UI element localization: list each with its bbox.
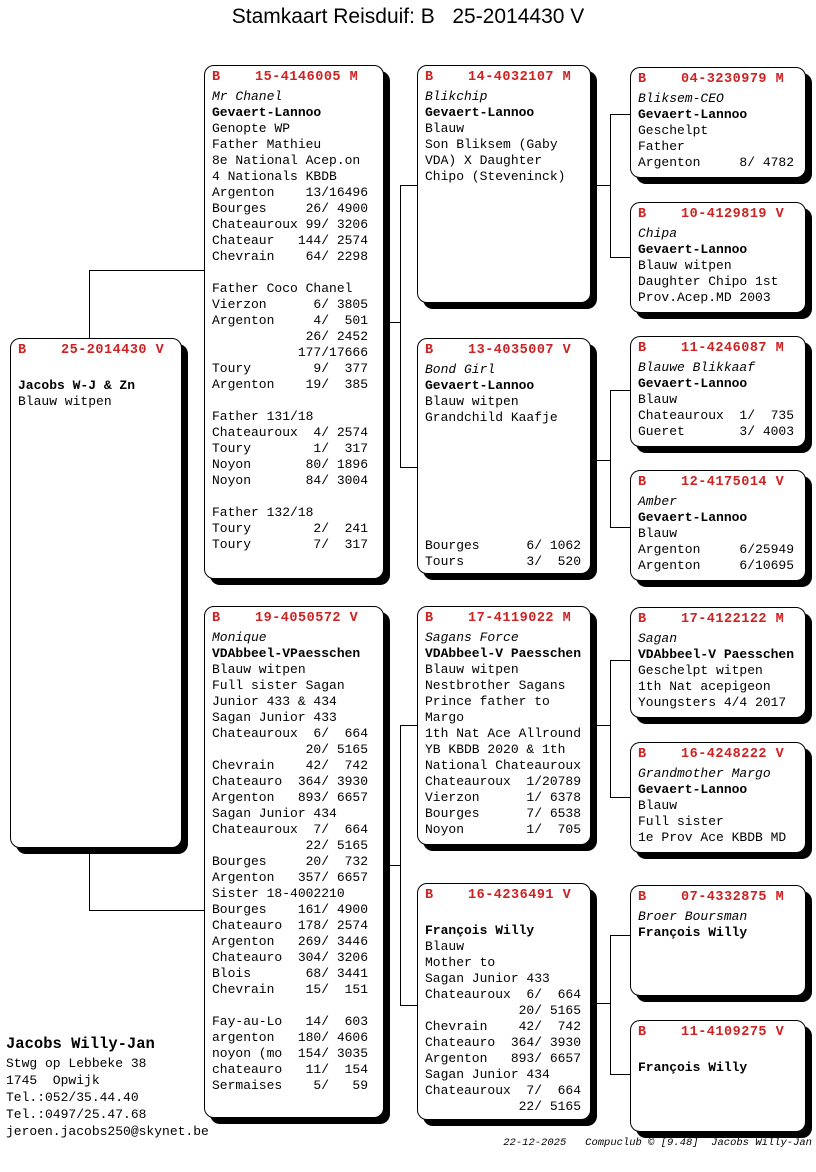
owner-address	[6, 1055, 209, 1140]
pedigree-box-mm	[417, 883, 591, 1120]
pedigree-text-line: Gueret 3/ 4003	[638, 424, 795, 439]
pedigree-text-line: Blauw	[425, 939, 465, 954]
pedigree-text-line: Bliksem-CEO	[638, 91, 724, 106]
connector-line	[400, 725, 417, 726]
pedigree-text-line: Blauw witpen	[212, 662, 306, 677]
pedigree-text-line: Grandmother Margo	[638, 766, 771, 781]
pedigree-text-line: Chevrain 15/ 151	[212, 982, 369, 997]
connector-line	[610, 390, 630, 391]
connector-line	[89, 270, 90, 339]
pedigree-text-line: Genopte WP	[212, 121, 291, 136]
pedigree-box-mf	[417, 606, 591, 845]
ring-number-header: B 15-4146005 M	[212, 70, 359, 85]
pedigree-text-line: Blauw witpen	[18, 394, 112, 409]
pedigree-text-line	[212, 489, 381, 505]
pedigree-text-line: Blikchip	[425, 89, 488, 104]
pedigree-text-line	[425, 506, 588, 522]
connector-line	[89, 270, 204, 271]
pedigree-text-line: Sermaises 5/ 59	[212, 1078, 369, 1093]
pedigree-text-line: Gevaert-Lannoo	[638, 782, 748, 797]
pedigree-text-line: Prince father to	[425, 694, 550, 709]
pedigree-text-line: Chateauroux 99/ 3206	[212, 217, 369, 232]
pedigree-text-line: Gevaert-Lannoo	[638, 376, 748, 391]
connector-line	[89, 910, 204, 911]
pedigree-text-line: Sagans Force	[425, 630, 519, 645]
owner-address-line: 1745 Opwijk	[6, 1073, 100, 1088]
pedigree-text-line: 22/ 5165	[212, 838, 369, 853]
pedigree-text-line: Blauwe Blikkaaf	[638, 360, 756, 375]
pedigree-text-line	[638, 1044, 803, 1060]
footer-print-info: 22-12-2025 Compuclub © [9.48] Jacobs Willy-Jan	[503, 1137, 812, 1149]
pedigree-text-line	[18, 362, 179, 378]
pedigree-text-line: Noyon 80/ 1896	[212, 457, 369, 472]
pedigree-text-line	[212, 393, 381, 409]
pedigree-text-line: 1th Nat acepigeon	[638, 679, 771, 694]
ring-number-header: B 07-4332875 M	[638, 890, 785, 905]
pedigree-text-line: Mr Chanel	[212, 89, 283, 104]
pedigree-text-line: Sagan Junior 434	[212, 806, 337, 821]
pedigree-text-line: Sister 18-4002210	[212, 886, 345, 901]
pedigree-text-line: Chateauroux 4/ 2574	[212, 425, 369, 440]
ring-number-header: B 12-4175014 V	[638, 475, 785, 490]
pedigree-text-line: Nestbrother Sagans	[425, 678, 566, 693]
connector-line	[384, 865, 400, 866]
connector-line	[384, 322, 400, 323]
ring-number-header: B 14-4032107 M	[425, 70, 572, 85]
pedigree-text-line: Bond Girl	[425, 362, 496, 377]
pedigree-box-ff	[417, 65, 591, 303]
pedigree-text-line: Argenton 4/ 501	[212, 313, 369, 328]
pedigree-text-line: 20/ 5165	[425, 1003, 582, 1018]
owner-address-line: Tel.:0497/25.47.68	[6, 1107, 147, 1122]
pedigree-text-line: Geschelpt	[638, 123, 709, 138]
connector-line	[610, 1074, 630, 1075]
connector-line	[610, 797, 630, 798]
pedigree-text-line: argenton 180/ 4606	[212, 1030, 369, 1045]
ring-number-header: B 04-3230979 M	[638, 72, 785, 87]
pedigree-text-line: Chevrain 64/ 2298	[212, 249, 369, 264]
pedigree-text-line: Blauw	[425, 121, 465, 136]
pedigree-box-fff	[630, 67, 806, 178]
pedigree-text-line: Mother to	[425, 955, 496, 970]
pedigree-text-line: Blauw	[638, 392, 678, 407]
pedigree-text-line: Bourges 161/ 4900	[212, 902, 369, 917]
pedigree-box-fm	[417, 338, 591, 574]
pedigree-text-line: noyon (mo 154/ 3035	[212, 1046, 369, 1061]
pedigree-text-line: Father 132/18	[212, 505, 314, 520]
pedigree-text-line: Father 131/18	[212, 409, 314, 424]
pedigree-text-line: Argenton 357/ 6657	[212, 870, 369, 885]
pedigree-text-line: Chateauro 364/ 3930	[212, 774, 369, 789]
owner-address-line: Stwg op Lebbeke 38	[6, 1056, 147, 1071]
connector-line	[610, 660, 611, 798]
pedigree-text-line: Bourges 7/ 6538	[425, 806, 582, 821]
pedigree-text-line: Chipa	[638, 226, 678, 241]
pedigree-text-line: 20/ 5165	[212, 742, 369, 757]
pedigree-box-mmm	[630, 1020, 806, 1132]
pedigree-text-line: YB KBDB 2020 & 1th	[425, 742, 566, 757]
pedigree-text-line: Gevaert-Lannoo	[425, 378, 535, 393]
pedigree-text-line: Bourges 26/ 4900	[212, 201, 369, 216]
pedigree-text-line: Blauw witpen	[638, 258, 732, 273]
pedigree-text-line: VDA) X Daughter	[425, 153, 543, 168]
pedigree-text-line: Chateauro 178/ 2574	[212, 918, 369, 933]
pedigree-text-line: Gevaert-Lannoo	[212, 105, 322, 120]
connector-line	[400, 185, 417, 186]
pedigree-text-line: François Willy	[425, 923, 535, 938]
pedigree-text-line: VDAbbeel-V Paesschen	[425, 646, 582, 661]
pedigree-text-line: Full sister Sagan	[212, 678, 345, 693]
pedigree-text-line: 4 Nationals KBDB	[212, 169, 337, 184]
pedigree-box-mfm	[630, 742, 806, 853]
pedigree-text-line: Noyon 84/ 3004	[212, 473, 369, 488]
pedigree-text-line	[425, 442, 588, 458]
ring-number-header: B 11-4109275 V	[638, 1025, 785, 1040]
pedigree-text-line: Chateauroux 7/ 664	[425, 1083, 582, 1098]
pedigree-text-line: Argenton 19/ 385	[212, 377, 369, 392]
pedigree-text-line: Geschelpt witpen	[638, 663, 763, 678]
pedigree-text-line: Broer Boursman	[638, 909, 748, 924]
pedigree-text-line	[425, 490, 588, 506]
pedigree-text-line: Monique	[212, 630, 267, 645]
owner-address-line: Tel.:052/35.44.40	[6, 1090, 139, 1105]
owner-address-line: jeroen.jacobs250@skynet.be	[6, 1124, 209, 1139]
ring-number-header: B 13-4035007 V	[425, 343, 572, 358]
pedigree-box-ffm	[630, 202, 806, 313]
connector-line	[591, 1003, 610, 1004]
pedigree-text-line: Chateauroux 6/ 664	[212, 726, 369, 741]
pedigree-text-line: Blauw witpen	[425, 394, 519, 409]
pedigree-text-line: Sagan	[638, 631, 678, 646]
pedigree-text-line: Vierzon 1/ 6378	[425, 790, 582, 805]
pedigree-text-line: Sagan Junior 433	[212, 710, 337, 725]
pedigree-text-line: 1e Prov Ace KBDB MD	[638, 830, 787, 845]
connector-line	[610, 390, 611, 528]
pedigree-text-line: Chevrain 42/ 742	[425, 1019, 582, 1034]
pedigree-text-line: Argenton 6/25949	[638, 542, 795, 557]
pedigree-text-line: Son Bliksem (Gaby	[425, 137, 558, 152]
pedigree-text-line: Chateauroux 1/ 735	[638, 408, 795, 423]
pedigree-text-line: Chateauroux 7/ 664	[212, 822, 369, 837]
pedigree-text-line: Chipo (Steveninck)	[425, 169, 566, 184]
pedigree-box-fmm	[630, 470, 806, 581]
connector-line	[610, 114, 630, 115]
connector-line	[400, 185, 401, 468]
pedigree-box-subject	[10, 338, 182, 848]
pedigree-text-line: VDAbbeel-V Paesschen	[638, 647, 795, 662]
connector-line	[591, 725, 610, 726]
pedigree-text-line: Chateauro 364/ 3930	[425, 1035, 582, 1050]
connector-line	[610, 935, 611, 1075]
pedigree-text-line: Gevaert-Lannoo	[638, 242, 748, 257]
pedigree-text-line: Blauw	[638, 526, 678, 541]
pedigree-text-line: Bourges 20/ 732	[212, 854, 369, 869]
owner-block	[6, 1033, 209, 1140]
pedigree-text-line: Blois 68/ 3441	[212, 966, 369, 981]
pedigree-text-line: Father Mathieu	[212, 137, 322, 152]
pedigree-text-line: Amber	[638, 494, 678, 509]
pedigree-text-line: Chateauroux 6/ 664	[425, 987, 582, 1002]
pedigree-text-line: Daughter Chipo 1st	[638, 274, 779, 289]
pedigree-text-line: Toury 7/ 317	[212, 537, 369, 552]
pedigree-text-line: Youngsters 4/4 2017	[638, 695, 787, 710]
ring-number-header: B 17-4119022 M	[425, 611, 572, 626]
connector-line	[591, 185, 610, 186]
ring-number-header: B 11-4246087 M	[638, 341, 785, 356]
pedigree-text-line: Margo	[425, 710, 465, 725]
connector-line	[400, 1005, 417, 1006]
connector-line	[591, 460, 610, 461]
pedigree-text-line: Chateauro 304/ 3206	[212, 950, 369, 965]
pedigree-text-line: Father	[638, 139, 685, 154]
pedigree-text-line: François Willy	[638, 1060, 748, 1075]
pedigree-text-line: Toury 1/ 317	[212, 441, 369, 456]
pedigree-text-line: Vierzon 6/ 3805	[212, 297, 369, 312]
pedigree-box-mff	[630, 607, 806, 718]
pedigree-text-line	[425, 907, 588, 923]
pedigree-text-line: Tours 3/ 520	[425, 554, 582, 569]
pedigree-text-line: Gevaert-Lannoo	[638, 510, 748, 525]
pedigree-text-line: Jacobs W-J & Zn	[18, 378, 136, 393]
pedigree-text-line: Argenton 893/ 6657	[212, 790, 369, 805]
pedigree-text-line: Junior 433 & 434	[212, 694, 337, 709]
pedigree-text-line: Gevaert-Lannoo	[638, 107, 748, 122]
connector-line	[400, 725, 401, 1006]
pedigree-text-line: Grandchild Kaafje	[425, 410, 558, 425]
pedigree-text-line: Blauw	[638, 798, 678, 813]
pedigree-text-line: Sagan Junior 433	[425, 971, 550, 986]
pedigree-text-line: Argenton 6/10695	[638, 558, 795, 573]
pedigree-text-line: Gevaert-Lannoo	[425, 105, 535, 120]
connector-line	[610, 527, 630, 528]
pedigree-text-line: chateauro 11/ 154	[212, 1062, 369, 1077]
ring-number-header: B 16-4248222 V	[638, 747, 785, 762]
pedigree-text-line	[212, 998, 381, 1014]
pedigree-box-father	[204, 65, 384, 579]
pedigree-text-line: Argenton 269/ 3446	[212, 934, 369, 949]
pedigree-text-line: Chateauroux 1/20789	[425, 774, 582, 789]
pedigree-text-line: Toury 9/ 377	[212, 361, 369, 376]
pedigree-box-mother	[204, 606, 384, 1118]
pedigree-text-line: National Chateauroux	[425, 758, 582, 773]
ring-number-header: B 19-4050572 V	[212, 611, 359, 626]
pedigree-text-line: Fay-au-Lo 14/ 603	[212, 1014, 369, 1029]
connector-line	[610, 935, 630, 936]
page-title: Stamkaart Reisduif: B 25-2014430 V	[231, 5, 585, 28]
pedigree-text-line: VDAbbeel-VPaesschen	[212, 646, 361, 661]
connector-line	[610, 114, 611, 258]
pedigree-text-line: 22/ 5165	[425, 1099, 582, 1114]
pedigree-text-line: Argenton 13/16496	[212, 185, 369, 200]
connector-line	[610, 660, 630, 661]
pedigree-text-line: Full sister	[638, 814, 724, 829]
owner-name: Jacobs Willy-Jan	[6, 1035, 155, 1053]
pedigree-text-line: François Willy	[638, 925, 748, 940]
connector-line	[610, 257, 630, 258]
pedigree-text-line: 1th Nat Ace Allround	[425, 726, 582, 741]
pedigree-text-line	[425, 458, 588, 474]
pedigree-box-fmf	[630, 336, 806, 447]
pedigree-text-line: Bourges 6/ 1062	[425, 538, 582, 553]
pedigree-text-line: Chevrain 42/ 742	[212, 758, 369, 773]
pedigree-box-mmf	[630, 885, 806, 996]
pedigree-text-line	[425, 426, 588, 442]
pedigree-text-line: Sagan Junior 434	[425, 1067, 550, 1082]
pedigree-text-line	[212, 265, 381, 281]
pedigree-text-line: Chateaur 144/ 2574	[212, 233, 369, 248]
ring-number-header: B 25-2014430 V	[18, 343, 165, 358]
pedigree-text-line	[425, 522, 588, 538]
pedigree-text-line: Argenton 893/ 6657	[425, 1051, 582, 1066]
ring-number-header: B 17-4122122 M	[638, 612, 785, 627]
pedigree-text-line: 26/ 2452	[212, 329, 369, 344]
pedigree-text-line: Toury 2/ 241	[212, 521, 369, 536]
pedigree-text-line: Father Coco Chanel	[212, 281, 353, 296]
ring-number-header: B 16-4236491 V	[425, 888, 572, 903]
pedigree-text-line: 8e National Acep.on	[212, 153, 361, 168]
pedigree-text-line: 177/17666	[212, 345, 369, 360]
pedigree-text-line: Argenton 8/ 4782	[638, 155, 795, 170]
pedigree-text-line: Blauw witpen	[425, 662, 519, 677]
pedigree-text-line	[425, 474, 588, 490]
ring-number-header: B 10-4129819 V	[638, 207, 785, 222]
pedigree-text-line: Prov.Acep.MD 2003	[638, 290, 771, 305]
pedigree-text-line: Noyon 1/ 705	[425, 822, 582, 837]
connector-line	[400, 467, 417, 468]
connector-line	[89, 848, 90, 911]
